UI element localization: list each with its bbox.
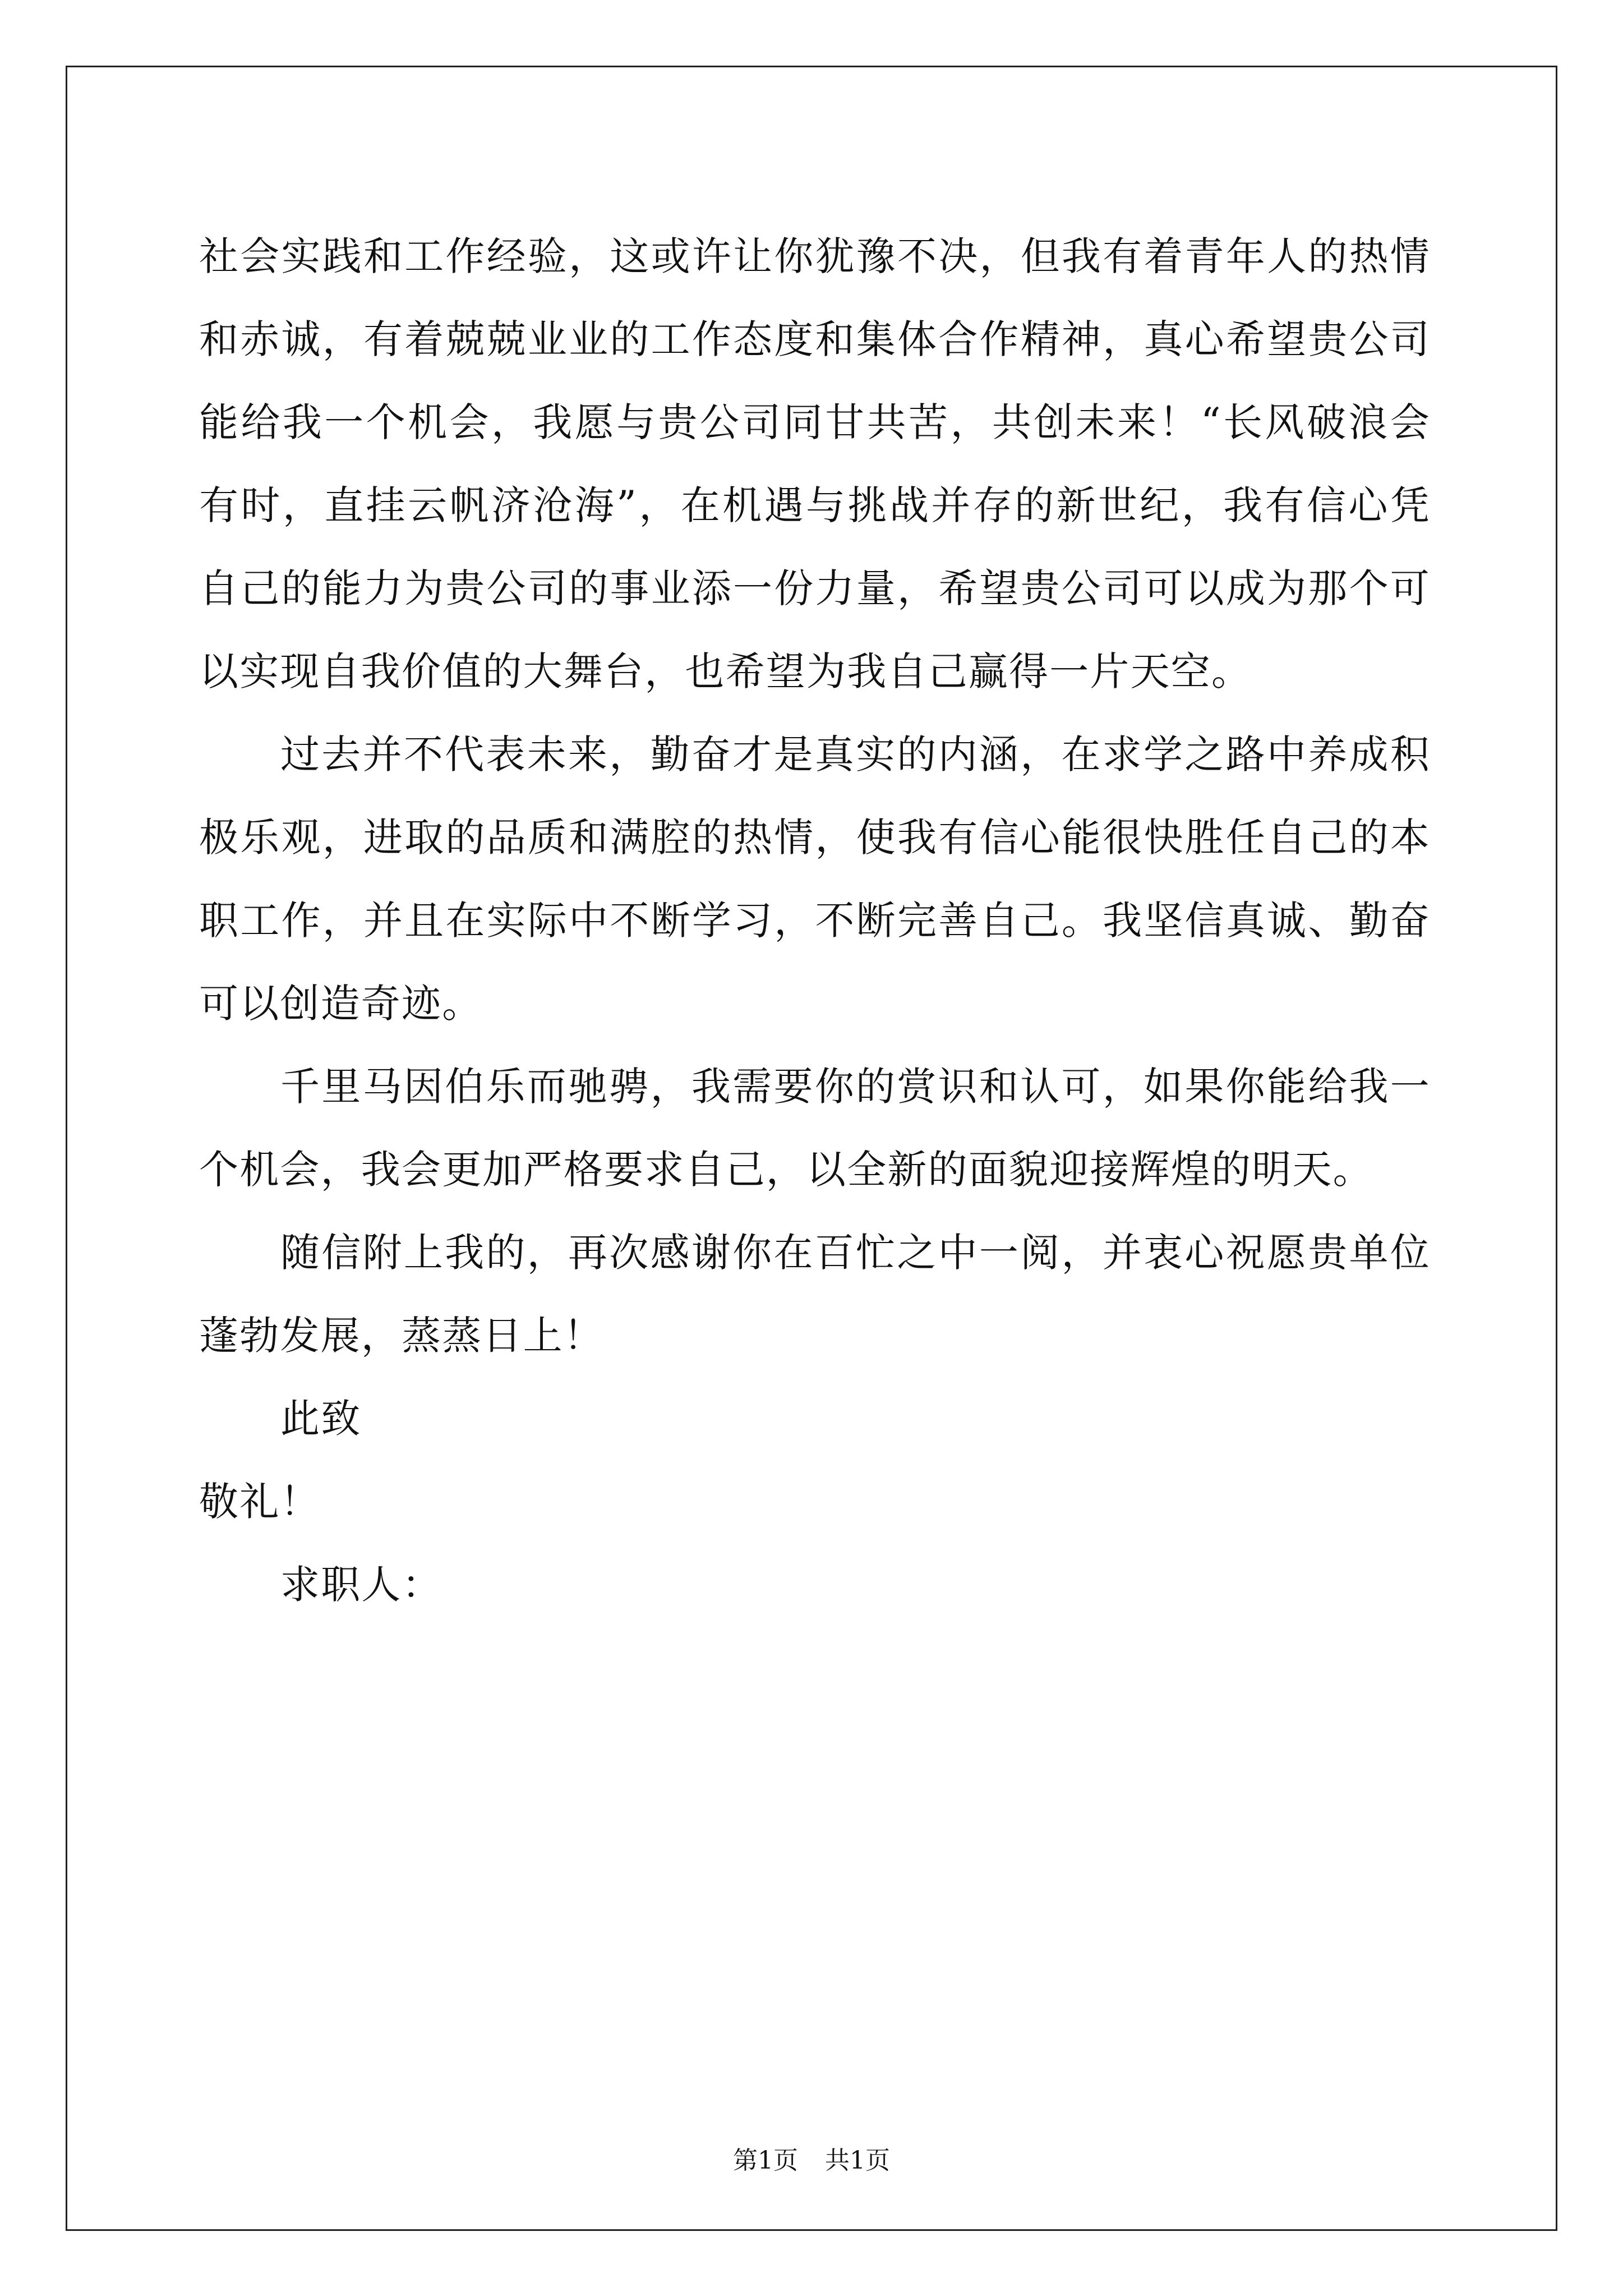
page-number-current: 第1页 bbox=[733, 2146, 798, 2175]
closing-regards: 敬礼！ bbox=[199, 1479, 321, 1525]
applicant-signature-label: 求职人： bbox=[280, 1562, 442, 1608]
page-footer bbox=[0, 2144, 1623, 2178]
paragraph-4: 随信附上我的，再次感谢你在百忙之中一阅，并衷心祝愿贵单位蓬勃发展，蒸蒸日上！ bbox=[199, 1230, 1431, 1359]
page-number-total: 共1页 bbox=[825, 2146, 890, 2175]
paragraph-1: 社会实践和工作经验，这或许让你犹豫不决，但我有着青年人的热情和赤诚，有着兢兢业业的工作态度和集体合作精神，真心希望贵公司能给我一个机会，我愿与贵公司同甘共苦，共创未来！“长风破浪会有时，直挂云帆济沧海”，在机遇与挑战并存的新世纪，我有信心凭自己的能力为贵公司的事业添一份力量，希望贵公司可以成为那个可以实现自我价值的大舞台，也希望为我自己赢得一片天空。 bbox=[199, 233, 1431, 694]
letter-body bbox=[199, 215, 1431, 1626]
closing-salutation: 此致 bbox=[280, 1396, 362, 1442]
paragraph-3: 千里马因伯乐而驰骋，我需要你的赏识和认可，如果你能给我一个机会，我会更加严格要求自己，以全新的面貌迎接辉煌的明天。 bbox=[199, 1064, 1431, 1193]
paragraph-2: 过去并不代表未来，勤奋才是真实的内涵，在求学之路中养成积极乐观，进取的品质和满腔的热情，使我有信心能很快胜任自己的本职工作，并且在实际中不断学习，不断完善自己。我坚信真诚、勤奋可以创造奇迹。 bbox=[199, 731, 1431, 1027]
